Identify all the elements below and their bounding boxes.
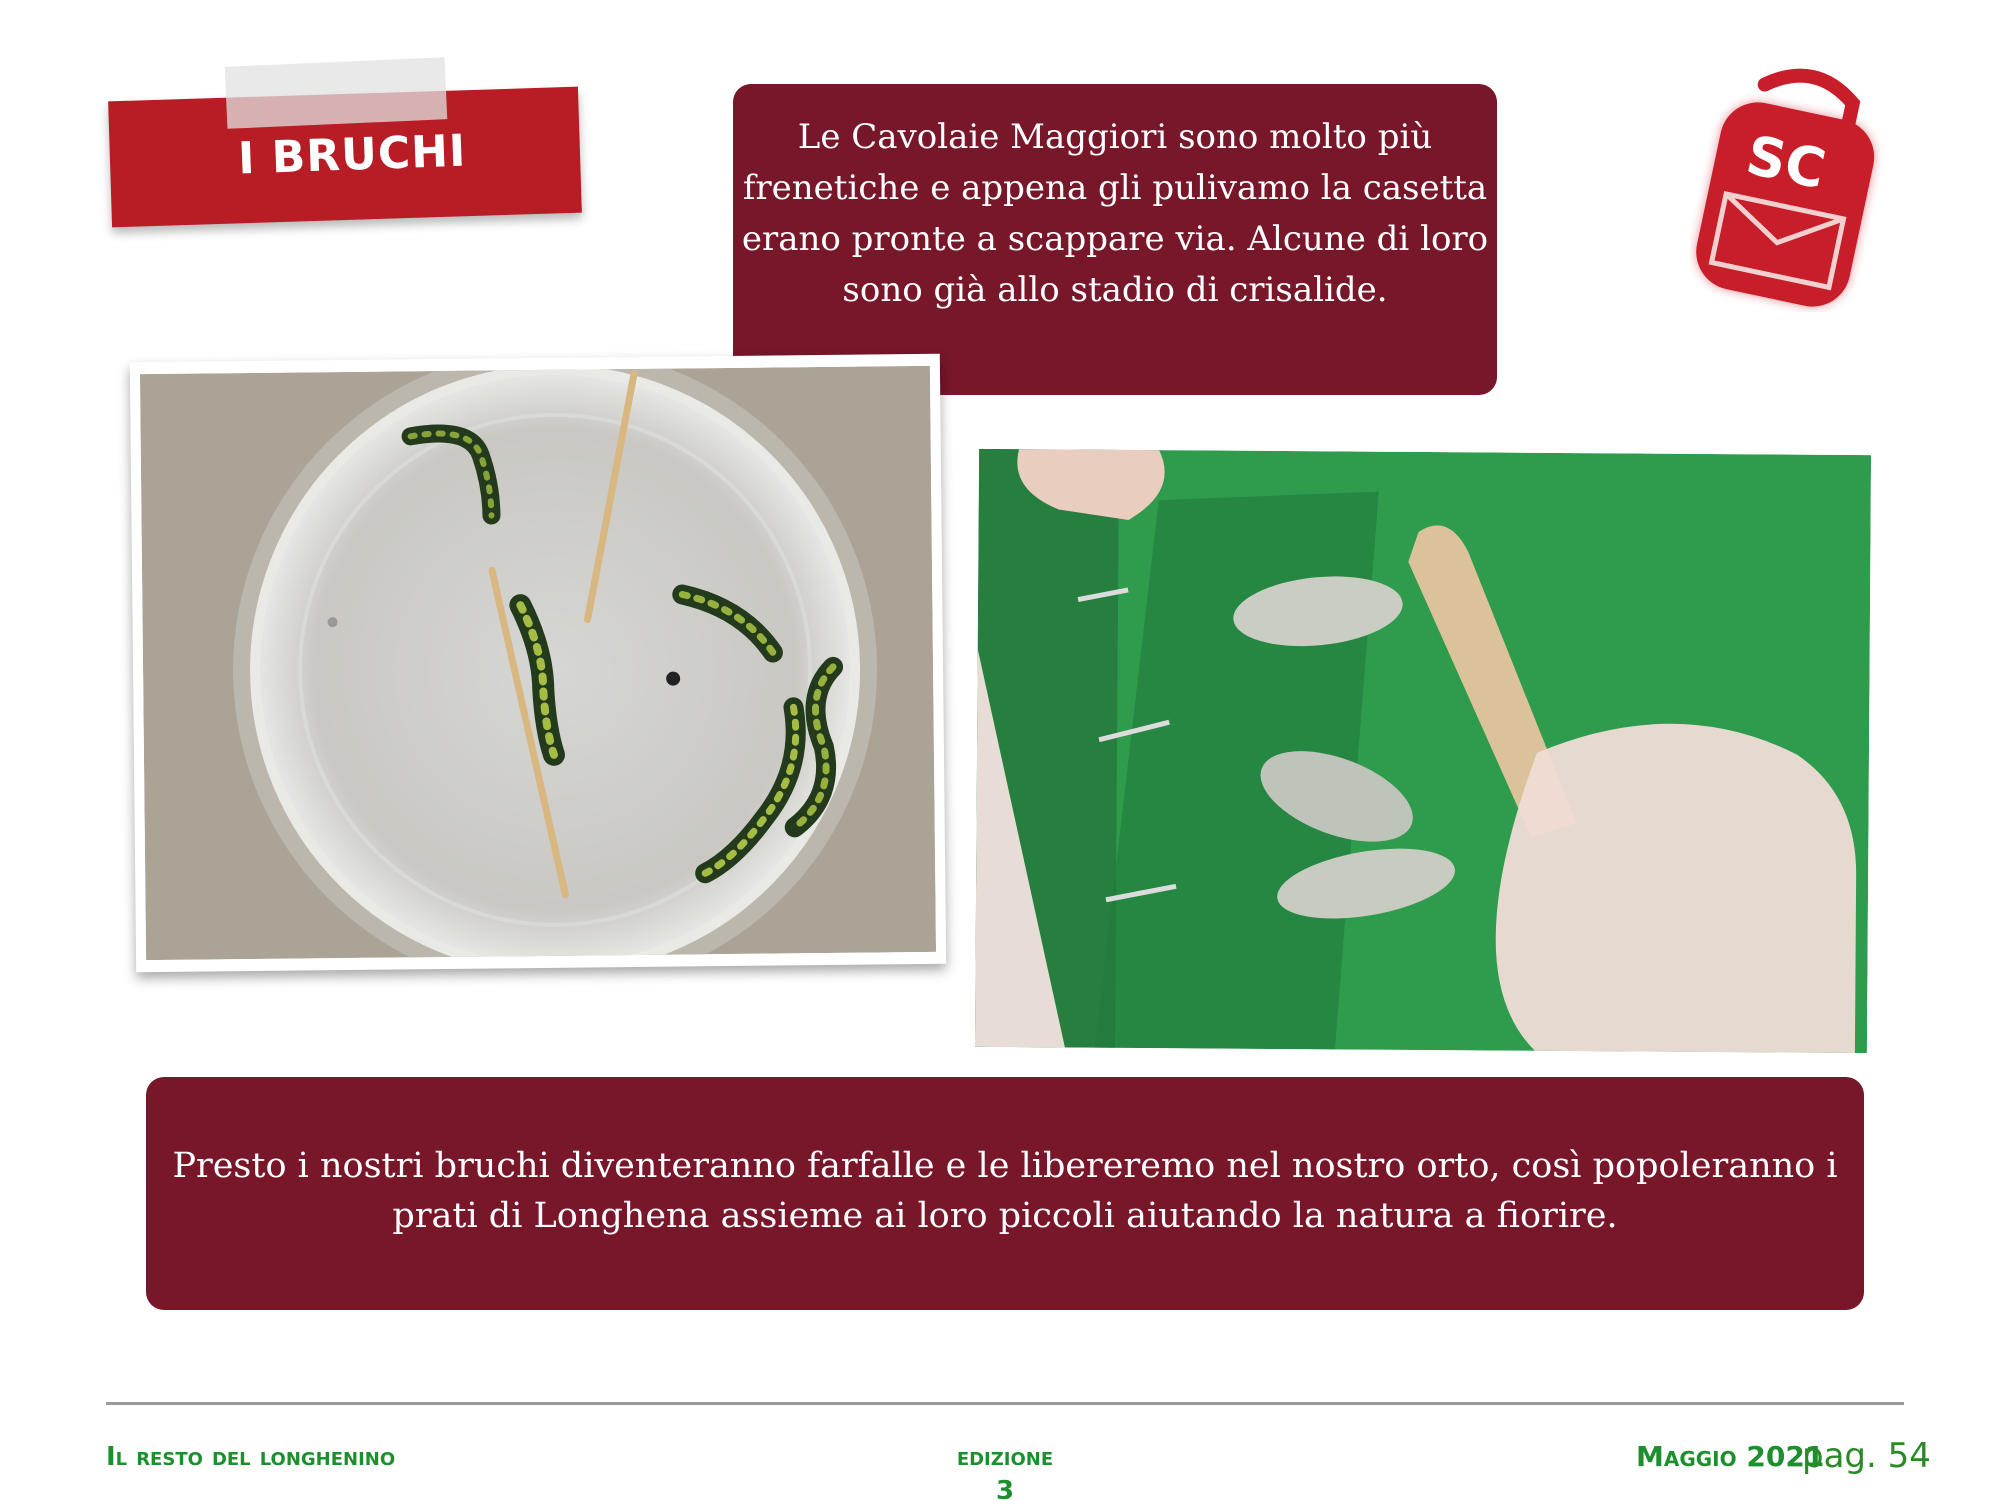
caterpillars-photo: [140, 366, 936, 960]
caption-bottom: [146, 1077, 1864, 1310]
footer-edition: edizione 3: [956, 1442, 1054, 1506]
page-number: pag. 54: [1802, 1436, 1931, 1476]
backpack-icon: [1690, 62, 1890, 312]
chrysalis-photo: [975, 449, 1871, 1053]
footer-divider: [106, 1402, 1904, 1405]
footer-date: Maggio 2021: [1636, 1440, 1825, 1473]
caption-top: [733, 84, 1497, 395]
section-title: I BRUCHI: [237, 125, 468, 185]
caption-bottom-text: Presto i nostri bruchi diventeranno farfalle e le libereremo nel nostro orto, così popoleranno i prati di Longhena assieme ai loro piccoli aiutando la natura a fiorire.: [172, 1146, 1838, 1236]
logo-label: SC: [1741, 123, 1831, 202]
footer-publication: Il resto del longhenino: [106, 1442, 396, 1472]
caption-top-text: Le Cavolaie Maggiori sono molto più frenetiche e appena gli pulivamo la casetta erano pronte a scappare via. Alcune di loro sono già allo stadio di crisalide.: [741, 117, 1489, 310]
